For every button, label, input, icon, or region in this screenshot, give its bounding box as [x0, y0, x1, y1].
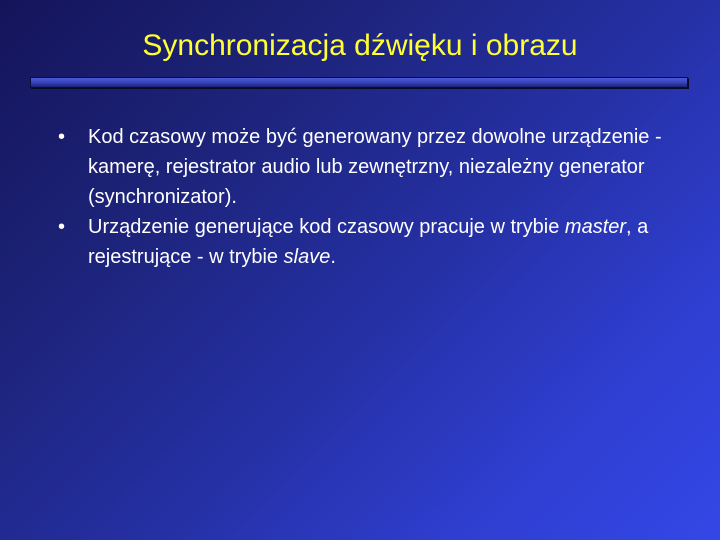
bullet-item-1 [58, 122, 698, 212]
bullet-list [58, 122, 698, 272]
slide-title: Synchronizacja dźwięku i obrazu [142, 29, 578, 62]
bullet-item-2 [58, 212, 698, 272]
term-slave: slave [283, 246, 331, 268]
bullet-text-part: Urządzenie generujące kod czasowy pracuje w trybie [88, 216, 565, 238]
bullet-text-part: . [330, 246, 336, 268]
bullet-text-part: , a rejestrujące - w trybie [88, 216, 649, 268]
bullet-icon: • [58, 216, 66, 238]
title-divider [30, 77, 688, 88]
bullet-text: Kod czasowy może być generowany przez dowolne urządzenie - kamerę, rejestrator audio lub zewnętrzny, niezależny generator (synchronizator). [88, 126, 662, 208]
term-master: master [564, 216, 627, 238]
bullet-icon: • [58, 126, 66, 148]
